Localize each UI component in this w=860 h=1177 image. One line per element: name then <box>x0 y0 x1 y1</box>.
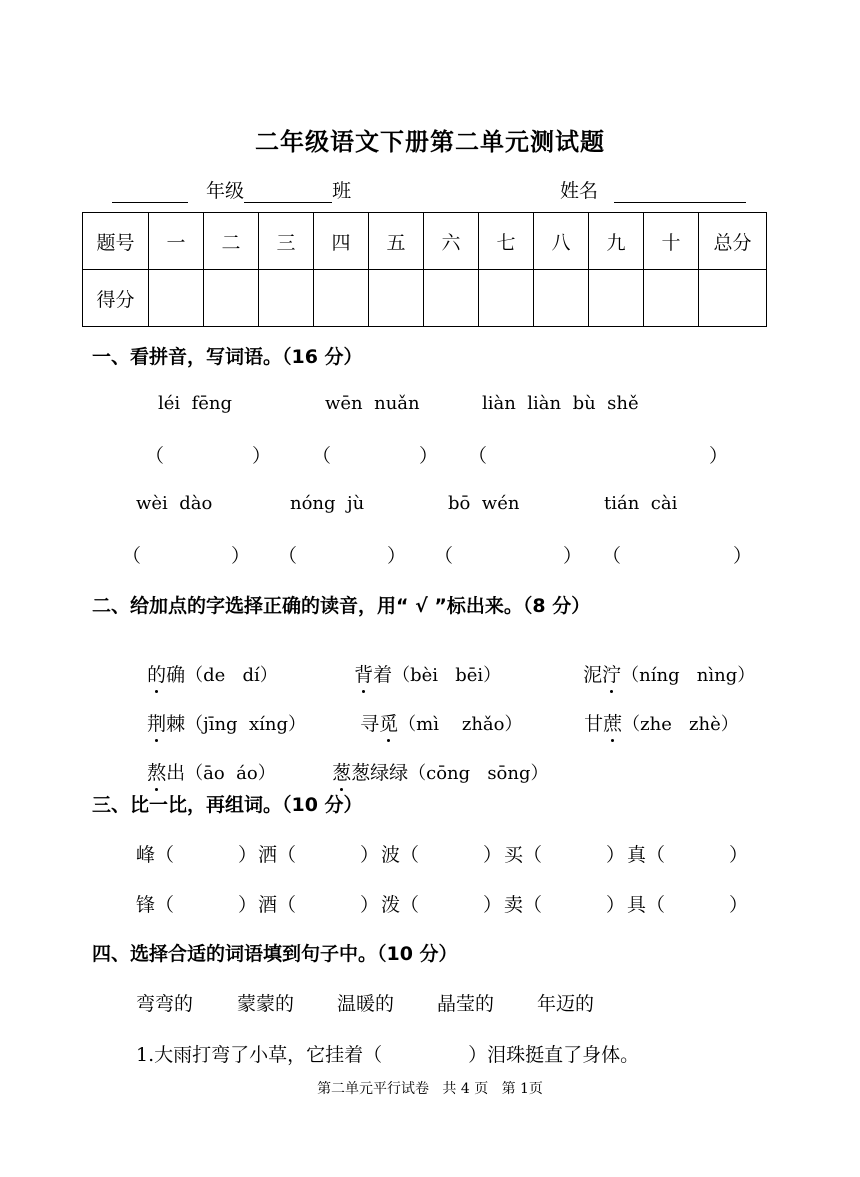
score-header-cell: 四 <box>314 213 369 270</box>
grade-label: 年级 <box>206 180 245 202</box>
dotted-char: 背 <box>354 660 373 687</box>
score-header-cell: 六 <box>424 213 479 270</box>
score-cell[interactable] <box>204 270 259 327</box>
dotted-char: 的 <box>147 660 166 687</box>
compare-item: 酒（ ） <box>258 894 380 916</box>
compare-item: 峰（ ） <box>136 844 258 866</box>
score-header-cell: 题号 <box>83 213 149 270</box>
score-header-cell: 二 <box>204 213 259 270</box>
score-table <box>82 212 767 327</box>
score-table-header-row <box>83 213 767 270</box>
score-header-cell: 五 <box>369 213 424 270</box>
reading-options[interactable]: （zhe zhè） <box>622 714 739 735</box>
section-2-title: 二、给加点的字选择正确的读音，用“ √ ”标出来。（8 分） <box>92 595 591 617</box>
compare-item: 卖（ ） <box>504 894 626 916</box>
score-cell[interactable] <box>314 270 369 327</box>
class-label: 班 <box>332 180 352 202</box>
score-header-cell: 总分 <box>699 213 767 270</box>
compare-item: 具（ ） <box>627 894 749 916</box>
answer-paren[interactable]: （ ） <box>145 445 272 467</box>
score-cell[interactable] <box>369 270 424 327</box>
score-cell[interactable] <box>534 270 589 327</box>
pinyin-item: wèi dào <box>136 493 213 514</box>
dotted-char: 葱 <box>332 758 351 785</box>
word-option: 晶莹的 <box>437 993 495 1015</box>
word-option: 弯弯的 <box>136 993 194 1015</box>
question-1: 1.大雨打弯了小草，它挂着（ ）泪珠挺直了身体。 <box>136 1044 640 1066</box>
score-table-score-row <box>83 270 767 327</box>
reading-options[interactable]: （de dí） <box>185 665 278 686</box>
score-cell[interactable] <box>699 270 767 327</box>
pinyin-item: tián cài <box>604 493 678 514</box>
word-option: 年迈的 <box>537 993 595 1015</box>
word-option: 蒙蒙的 <box>237 993 295 1015</box>
compare-item: 泼（ ） <box>381 894 503 916</box>
score-cell[interactable] <box>424 270 479 327</box>
reading-item: 的确（de dí） <box>135 638 278 687</box>
reading-item: 甘蔗（zhe zhè） <box>572 687 739 736</box>
pinyin-item: nóng jù <box>290 493 365 514</box>
dotted-char: 蔗 <box>603 709 622 736</box>
answer-paren[interactable]: （ ） <box>434 545 583 567</box>
score-header-cell: 八 <box>534 213 589 270</box>
section-3-title: 三、比一比，再组词。（10 分） <box>92 794 363 816</box>
score-cell[interactable] <box>259 270 314 327</box>
score-cell[interactable] <box>149 270 204 327</box>
score-header-cell: 七 <box>479 213 534 270</box>
answer-paren[interactable]: （ ） <box>312 445 439 467</box>
score-header-cell: 十 <box>644 213 699 270</box>
name-blank[interactable] <box>614 180 746 203</box>
reading-options[interactable]: （jīng xíng） <box>185 714 307 735</box>
reading-options[interactable]: （níng nìng） <box>621 665 756 686</box>
name-label: 姓名 <box>560 180 599 202</box>
reading-item: 寻觅（mì zhǎo） <box>348 687 522 736</box>
answer-paren[interactable]: （ ） <box>602 545 753 567</box>
compare-item: 波（ ） <box>381 844 503 866</box>
score-cell[interactable] <box>479 270 534 327</box>
reading-item: 泥泞（níng nìng） <box>571 638 755 687</box>
pinyin-item: wēn nuǎn <box>325 393 420 414</box>
compare-item: 买（ ） <box>504 844 626 866</box>
pinyin-item: léi fēng <box>158 393 233 414</box>
dotted-char: 荆 <box>147 709 166 736</box>
score-cell[interactable] <box>589 270 644 327</box>
reading-options[interactable]: （āo áo） <box>185 763 276 784</box>
page-title: 二年级语文下册第二单元测试题 <box>255 128 605 156</box>
section-1-title: 一、看拼音，写词语。（16 分） <box>92 346 363 368</box>
class-blank[interactable] <box>244 180 332 203</box>
student-info-line <box>112 176 351 203</box>
compare-item: 锋（ ） <box>136 894 258 916</box>
dotted-char: 觅 <box>379 709 398 736</box>
score-header-cell: 九 <box>589 213 644 270</box>
score-header-cell: 一 <box>149 213 204 270</box>
section-4-title: 四、选择合适的词语填到句子中。（10 分） <box>92 943 458 965</box>
score-header-cell: 三 <box>259 213 314 270</box>
dotted-char: 熬 <box>147 758 166 785</box>
pinyin-item: liàn liàn bù shě <box>482 393 639 414</box>
compare-item: 真（ ） <box>627 844 749 866</box>
page-footer: 第二单元平行试卷 共 4 页 第 1页 <box>317 1081 543 1097</box>
reading-item: 熬出（āo áo） <box>135 736 276 785</box>
answer-paren[interactable]: （ ） <box>468 445 729 467</box>
answer-paren[interactable]: （ ） <box>122 545 251 567</box>
reading-item: 背着（bèi bēi） <box>342 638 501 687</box>
compare-item: 洒（ ） <box>258 844 380 866</box>
reading-options[interactable]: （bèi bēi） <box>392 665 502 686</box>
reading-item: 荆棘（jīng xíng） <box>135 687 306 736</box>
score-cell[interactable] <box>644 270 699 327</box>
answer-paren[interactable]: （ ） <box>278 545 407 567</box>
reading-options[interactable]: （mì zhǎo） <box>398 714 523 735</box>
word-option: 温暖的 <box>337 993 395 1015</box>
name-line <box>560 176 746 203</box>
grade-blank[interactable] <box>112 180 188 203</box>
reading-item: 葱葱绿绿（cōng sōng） <box>320 736 549 785</box>
score-row-label: 得分 <box>83 270 149 327</box>
pinyin-item: bō wén <box>448 493 520 514</box>
dotted-char: 泞 <box>602 660 621 687</box>
reading-options[interactable]: （cōng sōng） <box>408 763 549 784</box>
